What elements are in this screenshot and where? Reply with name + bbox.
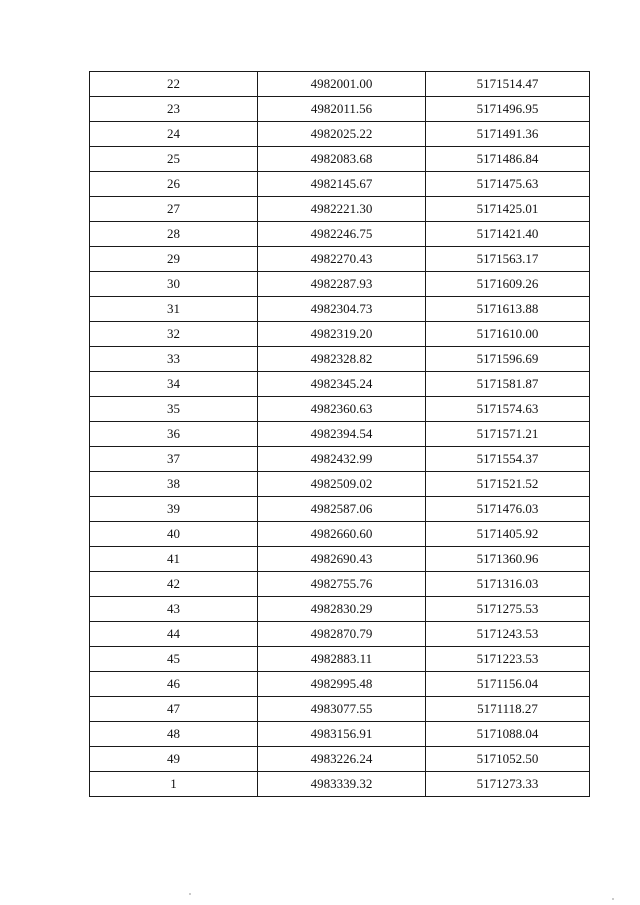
x-coordinate-cell: 4982360.63 — [258, 397, 426, 422]
y-coordinate-cell: 5171571.21 — [426, 422, 590, 447]
point-number-cell: 25 — [90, 147, 258, 172]
point-number-cell: 29 — [90, 247, 258, 272]
y-coordinate-cell: 5171316.03 — [426, 572, 590, 597]
table-row — [90, 222, 590, 247]
point-number-cell: 43 — [90, 597, 258, 622]
point-number-cell: 40 — [90, 522, 258, 547]
point-number-cell: 38 — [90, 472, 258, 497]
x-coordinate-cell: 4982025.22 — [258, 122, 426, 147]
y-coordinate-cell: 5171052.50 — [426, 747, 590, 772]
point-number-cell: 36 — [90, 422, 258, 447]
table-row — [90, 272, 590, 297]
point-number-cell: 23 — [90, 97, 258, 122]
table-row — [90, 722, 590, 747]
point-number-cell: 30 — [90, 272, 258, 297]
coordinate-table — [89, 71, 590, 797]
point-number-cell: 46 — [90, 672, 258, 697]
point-number-cell: 27 — [90, 197, 258, 222]
point-number-cell: 42 — [90, 572, 258, 597]
point-number-cell: 48 — [90, 722, 258, 747]
x-coordinate-cell: 4982660.60 — [258, 522, 426, 547]
y-coordinate-cell: 5171563.17 — [426, 247, 590, 272]
x-coordinate-cell: 4983339.32 — [258, 772, 426, 797]
y-coordinate-cell: 5171475.63 — [426, 172, 590, 197]
x-coordinate-cell: 4982830.29 — [258, 597, 426, 622]
table-row — [90, 172, 590, 197]
table-row — [90, 197, 590, 222]
y-coordinate-cell: 5171574.63 — [426, 397, 590, 422]
point-number-cell: 39 — [90, 497, 258, 522]
point-number-cell: 31 — [90, 297, 258, 322]
x-coordinate-cell: 4982870.79 — [258, 622, 426, 647]
table-row — [90, 122, 590, 147]
point-number-cell: 35 — [90, 397, 258, 422]
y-coordinate-cell: 5171610.00 — [426, 322, 590, 347]
table-row — [90, 572, 590, 597]
y-coordinate-cell: 5171554.37 — [426, 447, 590, 472]
x-coordinate-cell: 4982345.24 — [258, 372, 426, 397]
x-coordinate-cell: 4982432.99 — [258, 447, 426, 472]
table-row — [90, 147, 590, 172]
x-coordinate-cell: 4982083.68 — [258, 147, 426, 172]
x-coordinate-cell: 4982246.75 — [258, 222, 426, 247]
y-coordinate-cell: 5171514.47 — [426, 72, 590, 97]
x-coordinate-cell: 4982319.20 — [258, 322, 426, 347]
scan-speck — [189, 893, 191, 895]
x-coordinate-cell: 4982304.73 — [258, 297, 426, 322]
table-row — [90, 322, 590, 347]
x-coordinate-cell: 4983156.91 — [258, 722, 426, 747]
y-coordinate-cell: 5171476.03 — [426, 497, 590, 522]
y-coordinate-cell: 5171581.87 — [426, 372, 590, 397]
table-row — [90, 672, 590, 697]
table-row — [90, 647, 590, 672]
x-coordinate-cell: 4982011.56 — [258, 97, 426, 122]
x-coordinate-cell: 4982883.11 — [258, 647, 426, 672]
point-number-cell: 26 — [90, 172, 258, 197]
point-number-cell: 28 — [90, 222, 258, 247]
coordinate-table-body — [90, 72, 590, 797]
x-coordinate-cell: 4982587.06 — [258, 497, 426, 522]
y-coordinate-cell: 5171223.53 — [426, 647, 590, 672]
x-coordinate-cell: 4982509.02 — [258, 472, 426, 497]
table-row — [90, 697, 590, 722]
x-coordinate-cell: 4982287.93 — [258, 272, 426, 297]
point-number-cell: 24 — [90, 122, 258, 147]
scan-speck — [612, 898, 614, 900]
x-coordinate-cell: 4982001.00 — [258, 72, 426, 97]
point-number-cell: 34 — [90, 372, 258, 397]
table-row — [90, 372, 590, 397]
x-coordinate-cell: 4982995.48 — [258, 672, 426, 697]
y-coordinate-cell: 5171118.27 — [426, 697, 590, 722]
x-coordinate-cell: 4983077.55 — [258, 697, 426, 722]
x-coordinate-cell: 4982145.67 — [258, 172, 426, 197]
table-row — [90, 97, 590, 122]
y-coordinate-cell: 5171421.40 — [426, 222, 590, 247]
y-coordinate-cell: 5171156.04 — [426, 672, 590, 697]
y-coordinate-cell: 5171609.26 — [426, 272, 590, 297]
table-row — [90, 597, 590, 622]
y-coordinate-cell: 5171360.96 — [426, 547, 590, 572]
table-row — [90, 622, 590, 647]
table-row — [90, 72, 590, 97]
point-number-cell: 37 — [90, 447, 258, 472]
table-row — [90, 472, 590, 497]
table-row — [90, 422, 590, 447]
y-coordinate-cell: 5171273.33 — [426, 772, 590, 797]
table-row — [90, 347, 590, 372]
y-coordinate-cell: 5171521.52 — [426, 472, 590, 497]
point-number-cell: 44 — [90, 622, 258, 647]
x-coordinate-cell: 4982755.76 — [258, 572, 426, 597]
table-row — [90, 747, 590, 772]
y-coordinate-cell: 5171491.36 — [426, 122, 590, 147]
y-coordinate-cell: 5171243.53 — [426, 622, 590, 647]
y-coordinate-cell: 5171425.01 — [426, 197, 590, 222]
y-coordinate-cell: 5171088.04 — [426, 722, 590, 747]
x-coordinate-cell: 4982394.54 — [258, 422, 426, 447]
y-coordinate-cell: 5171496.95 — [426, 97, 590, 122]
table-row — [90, 547, 590, 572]
table-row — [90, 297, 590, 322]
table-row — [90, 497, 590, 522]
point-number-cell: 49 — [90, 747, 258, 772]
point-number-cell: 32 — [90, 322, 258, 347]
table-row — [90, 397, 590, 422]
point-number-cell: 41 — [90, 547, 258, 572]
x-coordinate-cell: 4982221.30 — [258, 197, 426, 222]
y-coordinate-cell: 5171486.84 — [426, 147, 590, 172]
y-coordinate-cell: 5171613.88 — [426, 297, 590, 322]
y-coordinate-cell: 5171275.53 — [426, 597, 590, 622]
point-number-cell: 45 — [90, 647, 258, 672]
table-row — [90, 247, 590, 272]
x-coordinate-cell: 4982328.82 — [258, 347, 426, 372]
x-coordinate-cell: 4983226.24 — [258, 747, 426, 772]
y-coordinate-cell: 5171596.69 — [426, 347, 590, 372]
point-number-cell: 22 — [90, 72, 258, 97]
table-row — [90, 772, 590, 797]
x-coordinate-cell: 4982690.43 — [258, 547, 426, 572]
table-row — [90, 522, 590, 547]
y-coordinate-cell: 5171405.92 — [426, 522, 590, 547]
table-row — [90, 447, 590, 472]
point-number-cell: 47 — [90, 697, 258, 722]
x-coordinate-cell: 4982270.43 — [258, 247, 426, 272]
point-number-cell: 1 — [90, 772, 258, 797]
point-number-cell: 33 — [90, 347, 258, 372]
